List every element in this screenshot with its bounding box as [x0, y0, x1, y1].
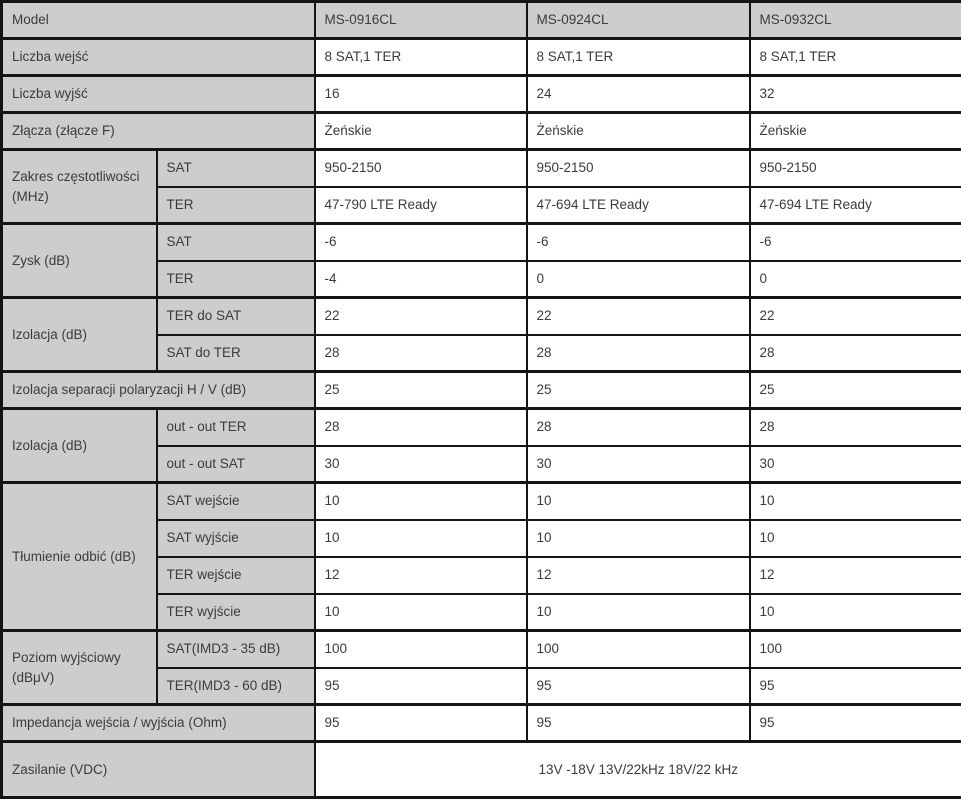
table-row: [2, 631, 961, 668]
cell-value: 10: [527, 594, 750, 631]
cell-value: 10: [527, 520, 750, 557]
cell-value: 22: [315, 298, 527, 335]
row-label: Zysk (dB): [2, 224, 157, 298]
cell-value: Żeńskie: [315, 113, 527, 150]
row-label: Zakres częstotliwości (MHz): [2, 150, 157, 224]
cell-value: -6: [315, 224, 527, 261]
row-label: Tłumienie odbić (dB): [2, 483, 157, 631]
row-sublabel: SAT: [157, 224, 315, 261]
row-label: Izolacja separacji polaryzacji H / V (dB): [2, 372, 315, 409]
cell-value: 28: [315, 409, 527, 446]
row-label: Izolacja (dB): [2, 298, 157, 372]
row-sublabel: SAT do TER: [157, 335, 315, 372]
cell-value: 16: [315, 76, 527, 113]
row-label: Poziom wyjściowy (dBμV): [2, 631, 157, 705]
cell-value: 10: [750, 483, 961, 520]
table-row: [2, 113, 961, 150]
cell-value: 0: [527, 261, 750, 298]
cell-value: 95: [315, 668, 527, 705]
cell-value: -6: [750, 224, 961, 261]
cell-value: 950-2150: [750, 150, 961, 187]
cell-value: MS-0916CL: [315, 2, 527, 39]
cell-value: 10: [750, 594, 961, 631]
cell-value: 22: [527, 298, 750, 335]
table-row: [2, 76, 961, 113]
table-row: [2, 224, 961, 261]
row-label: Liczba wejść: [2, 39, 315, 76]
cell-value: 8 SAT,1 TER: [315, 39, 527, 76]
row-sublabel: TER: [157, 187, 315, 224]
cell-value: 47-694 LTE Ready: [750, 187, 961, 224]
cell-value: 95: [750, 705, 961, 742]
cell-value: MS-0932CL: [750, 2, 961, 39]
cell-value: 95: [315, 705, 527, 742]
cell-value: 95: [750, 668, 961, 705]
cell-value: 22: [750, 298, 961, 335]
cell-value: Żeńskie: [527, 113, 750, 150]
cell-value: 30: [527, 446, 750, 483]
row-sublabel: TER(IMD3 - 60 dB): [157, 668, 315, 705]
cell-value: 8 SAT,1 TER: [750, 39, 961, 76]
cell-value: 100: [527, 631, 750, 668]
row-label: Izolacja (dB): [2, 409, 157, 483]
row-sublabel: SAT wyjście: [157, 520, 315, 557]
row-sublabel: SAT(IMD3 - 35 dB): [157, 631, 315, 668]
row-label: Liczba wyjść: [2, 76, 315, 113]
cell-value: 100: [750, 631, 961, 668]
row-sublabel: out - out SAT: [157, 446, 315, 483]
row-label: Impedancja wejścia / wyjścia (Ohm): [2, 705, 315, 742]
row-label: Zasilanie (VDC): [2, 742, 315, 798]
cell-value: 100: [315, 631, 527, 668]
cell-value: 12: [750, 557, 961, 594]
row-sublabel: TER wejście: [157, 557, 315, 594]
row-sublabel: SAT wejście: [157, 483, 315, 520]
cell-value: 32: [750, 76, 961, 113]
cell-value: 24: [527, 76, 750, 113]
cell-value: 30: [750, 446, 961, 483]
cell-value: 47-790 LTE Ready: [315, 187, 527, 224]
table-row: [2, 150, 961, 187]
row-sublabel: SAT: [157, 150, 315, 187]
table-row: [2, 39, 961, 76]
cell-value: 950-2150: [315, 150, 527, 187]
cell-value: 28: [750, 335, 961, 372]
cell-value: 95: [527, 705, 750, 742]
cell-value: 30: [315, 446, 527, 483]
cell-value: 10: [315, 594, 527, 631]
cell-value: 47-694 LTE Ready: [527, 187, 750, 224]
cell-value: 10: [315, 520, 527, 557]
cell-value: 0: [750, 261, 961, 298]
cell-value: 8 SAT,1 TER: [527, 39, 750, 76]
cell-value: 28: [750, 409, 961, 446]
cell-value: 28: [315, 335, 527, 372]
table-row: [2, 2, 961, 39]
row-sublabel: TER: [157, 261, 315, 298]
table-row: [2, 483, 961, 520]
row-label: Model: [2, 2, 315, 39]
cell-value: 10: [527, 483, 750, 520]
table-row: [2, 298, 961, 335]
cell-value: 25: [315, 372, 527, 409]
row-sublabel: TER wyjście: [157, 594, 315, 631]
cell-value: 10: [315, 483, 527, 520]
row-sublabel: TER do SAT: [157, 298, 315, 335]
cell-value: 25: [750, 372, 961, 409]
cell-value: -4: [315, 261, 527, 298]
table-row: [2, 409, 961, 446]
cell-value: -6: [527, 224, 750, 261]
cell-value: 950-2150: [527, 150, 750, 187]
cell-value: 28: [527, 409, 750, 446]
table-row: [2, 705, 961, 742]
cell-value: MS-0924CL: [527, 2, 750, 39]
cell-value: 10: [750, 520, 961, 557]
cell-value: Żeńskie: [750, 113, 961, 150]
row-sublabel: out - out TER: [157, 409, 315, 446]
row-label: Złącza (złącze F): [2, 113, 315, 150]
cell-value: 12: [315, 557, 527, 594]
table-row: [2, 742, 961, 798]
cell-value: 25: [527, 372, 750, 409]
power-value: 13V -18V 13V/22kHz 18V/22 kHz: [315, 742, 961, 798]
cell-value: 28: [527, 335, 750, 372]
cell-value: 95: [527, 668, 750, 705]
table-row: [2, 372, 961, 409]
cell-value: 12: [527, 557, 750, 594]
